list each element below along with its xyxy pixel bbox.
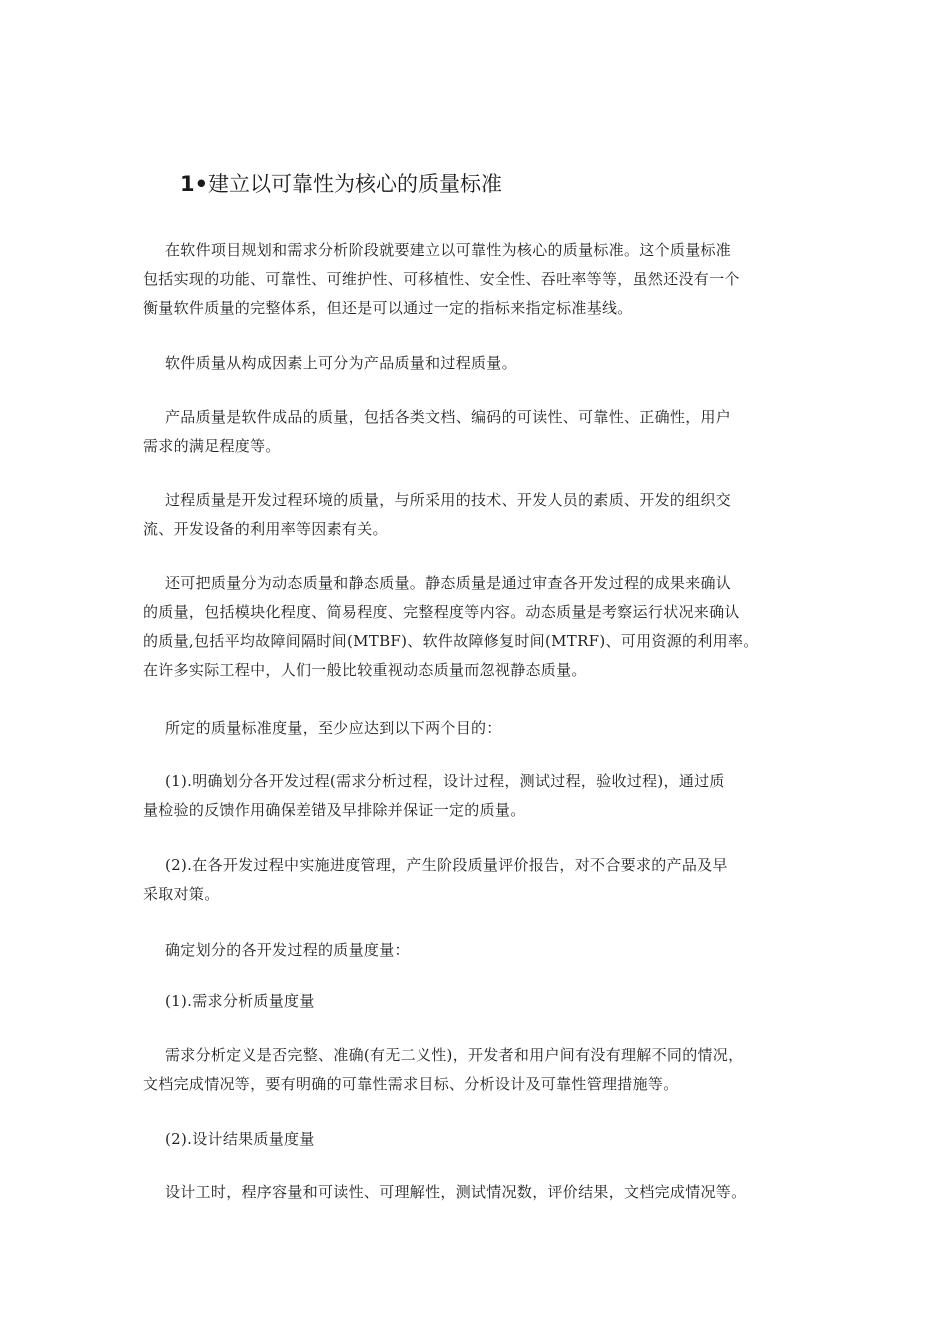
- paragraph-line: 文档完成情况等，要有明确的可靠性需求目标、分析设计及可靠性管理措施等。: [143, 1075, 679, 1093]
- paragraph-line: 需求的满足程度等。: [143, 437, 281, 455]
- paragraph-line: 需求分析定义是否完整、准确(有无二义性)，开发者和用户间有没有理解不同的情况，: [165, 1046, 744, 1064]
- paragraph-line: (1).需求分析质量度量: [165, 992, 315, 1010]
- paragraph-line: (2).设计结果质量度量: [165, 1130, 315, 1148]
- paragraph-line: 采取对策。: [143, 885, 220, 903]
- paragraph-line: 的质量，包括模块化程度、简易程度、完整程度等内容。动态质量是考察运行状况来确认: [143, 603, 740, 621]
- section-title: 建立以可靠性为核心的质量标准: [208, 172, 503, 196]
- section-number: 1•: [180, 172, 209, 196]
- paragraph-10: [143, 987, 823, 1016]
- paragraph-9: [143, 936, 823, 965]
- paragraph-2: [143, 349, 823, 378]
- paragraph-line: 过程质量是开发过程环境的质量，与所采用的技术、开发人员的素质、开发的组织交: [165, 491, 732, 509]
- paragraph-1: [143, 236, 823, 323]
- paragraph-line: 所定的质量标准度量，至少应达到以下两个目的：: [165, 719, 502, 737]
- paragraph-line: 衡量软件质量的完整体系，但还是可以通过一定的指标来指定标准基线。: [143, 299, 633, 317]
- paragraph-line: 的质量,包括平均故障间隔时间(MTBF)、软件故障修复时间(MTRF)、可用资源的利用率。: [143, 632, 759, 650]
- paragraph-7: [143, 767, 823, 825]
- paragraph-line: 在软件项目规划和需求分析阶段就要建立以可靠性为核心的质量标准。这个质量标准: [165, 241, 732, 259]
- paragraph-line: 在许多实际工程中，人们一般比较重视动态质量而忽视静态质量。: [143, 661, 587, 679]
- paragraph-4: [143, 486, 823, 544]
- paragraph-11: [143, 1041, 823, 1099]
- paragraph-line: 设计工时，程序容量和可读性、可理解性，测试情况数，评价结果，文档完成情况等。: [165, 1183, 747, 1201]
- paragraph-3: [143, 403, 823, 461]
- paragraph-13: [143, 1178, 823, 1207]
- paragraph-line: 量检验的反馈作用确保差错及早排除并保证一定的质量。: [143, 801, 526, 819]
- paragraph-line: (1).明确划分各开发过程(需求分析过程，设计过程，测试过程，验收过程)，通过质: [165, 772, 725, 790]
- paragraph-line: 确定划分的各开发过程的质量度量：: [165, 941, 410, 959]
- paragraph-line: 还可把质量分为动态质量和静态质量。静态质量是通过审查各开发过程的成果来确认: [165, 574, 732, 592]
- section-heading: [180, 170, 502, 198]
- paragraph-line: 流、开发设备的利用率等因素有关。: [143, 520, 388, 538]
- paragraph-line: 软件质量从构成因素上可分为产品质量和过程质量。: [165, 354, 517, 372]
- paragraph-12: [143, 1125, 823, 1154]
- paragraph-line: 包括实现的功能、可靠性、可维护性、可移植性、安全性、吞吐率等等，虽然还没有一个: [143, 270, 740, 288]
- paragraph-6: [143, 714, 823, 743]
- paragraph-5: [143, 569, 823, 685]
- paragraph-line: (2).在各开发过程中实施进度管理，产生阶段质量评价报告，对不合要求的产品及早: [165, 856, 728, 874]
- paragraph-8: [143, 851, 823, 909]
- paragraph-line: 产品质量是软件成品的质量，包括各类文档、编码的可读性、可靠性、正确性，用户: [165, 408, 732, 426]
